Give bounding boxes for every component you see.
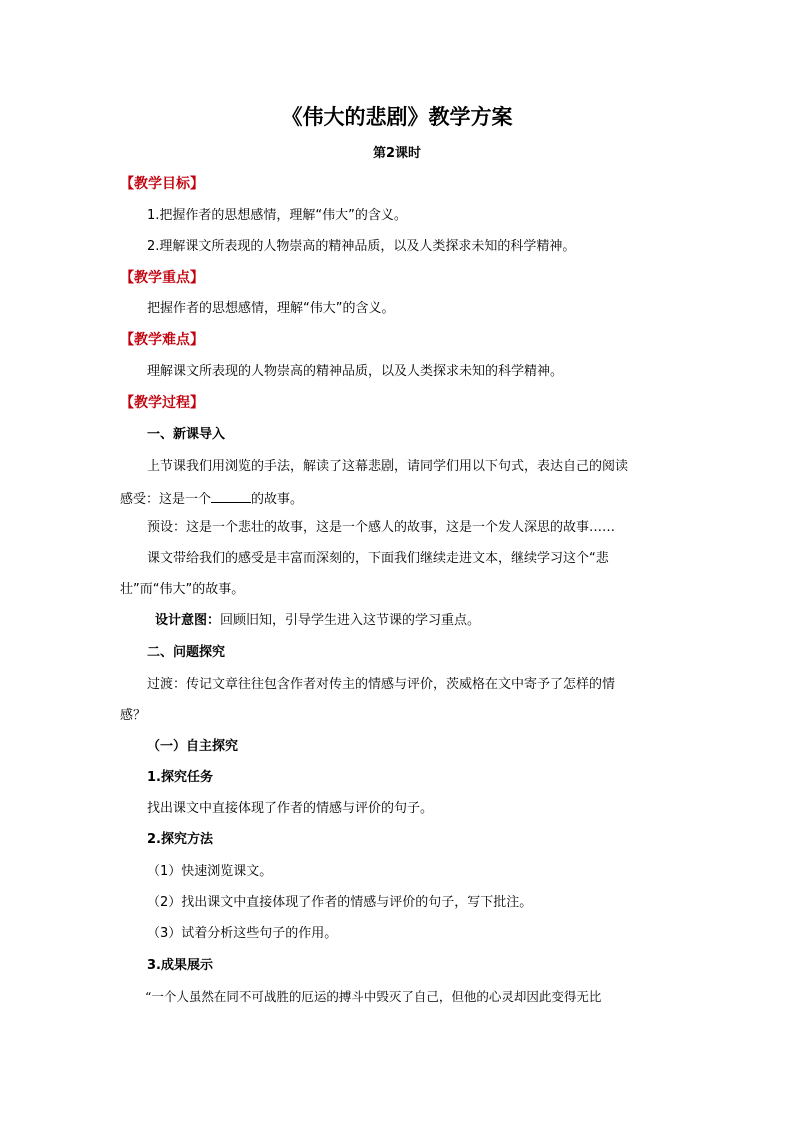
part2-title: 二、问题探究 xyxy=(147,645,226,660)
key-points-text: 把握作者的思想感情，理解“伟大”的含义。 xyxy=(147,301,395,316)
design-intent-label: 设计意图： xyxy=(155,613,221,628)
method-item: （1）快速浏览课文。 xyxy=(147,864,273,879)
page-title: 《伟大的悲剧》教学方案 xyxy=(281,105,513,129)
method-item: （3）试着分析这些句子的作用。 xyxy=(147,926,338,941)
para1-line2-start: 感受：这是一个 xyxy=(120,492,212,507)
para1-line2-end: 的故事。 xyxy=(251,492,304,507)
difficulties-text: 理解课文所表现的人物崇高的精神品质，以及人类探求未知的科学精神。 xyxy=(147,364,564,379)
part1-preset: 预设：这是一个悲壮的故事，这是一个感人的故事，这是一个发人深思的故事…… xyxy=(147,520,616,535)
part1-title: 一、新课导入 xyxy=(147,427,226,442)
part2-transition-line1: 过渡：传记文章往往包含作者对传主的情感与评价，茨威格在文中寄予了怎样的情 xyxy=(147,677,616,692)
objective-item: 2.理解课文所表现的人物崇高的精神品质，以及人类探求未知的科学精神。 xyxy=(147,239,576,254)
lesson-number: 第2课时 xyxy=(372,146,422,161)
design-intent xyxy=(155,612,480,630)
objective-item: 1.把握作者的思想感情，理解“伟大”的含义。 xyxy=(147,208,407,223)
result-title: 3.成果展示 xyxy=(147,958,213,973)
quote-text: “一个人虽然在同不可战胜的厄运的搏斗中毁灭了自己，但他的心灵却因此变得无比 xyxy=(145,989,602,1004)
task-title: 1.探究任务 xyxy=(147,770,213,785)
part1-para2-line1: 课文带给我们的感受是丰富而深刻的，下面我们继续走进文本，继续学习这个“悲 xyxy=(147,551,609,566)
fill-in-blank xyxy=(211,489,251,503)
key-points-heading: 【教学重点】 xyxy=(120,270,204,286)
process-heading: 【教学过程】 xyxy=(120,395,204,411)
task-text: 找出课文中直接体现了作者的情感与评价的句子。 xyxy=(147,801,434,816)
part1-para2-line2: 壮”而“伟大”的故事。 xyxy=(120,582,245,597)
method-item: （2）找出课文中直接体现了作者的情感与评价的句子，写下批注。 xyxy=(147,895,533,910)
difficulties-heading: 【教学难点】 xyxy=(120,332,204,348)
part1-para1-line1: 上节课我们用浏览的手法，解读了这幕悲剧，请同学们用以下句式，表达自己的阅读 xyxy=(147,459,629,474)
part1-para1-line2 xyxy=(120,489,303,509)
subpart-title: （一）自主探究 xyxy=(147,739,239,754)
objectives-heading: 【教学目标】 xyxy=(120,176,204,192)
method-title: 2.探究方法 xyxy=(147,832,213,847)
design-intent-text: 回顾旧知，引导学生进入这节课的学习重点。 xyxy=(220,613,481,628)
part2-transition-line2: 感？ xyxy=(120,708,147,723)
